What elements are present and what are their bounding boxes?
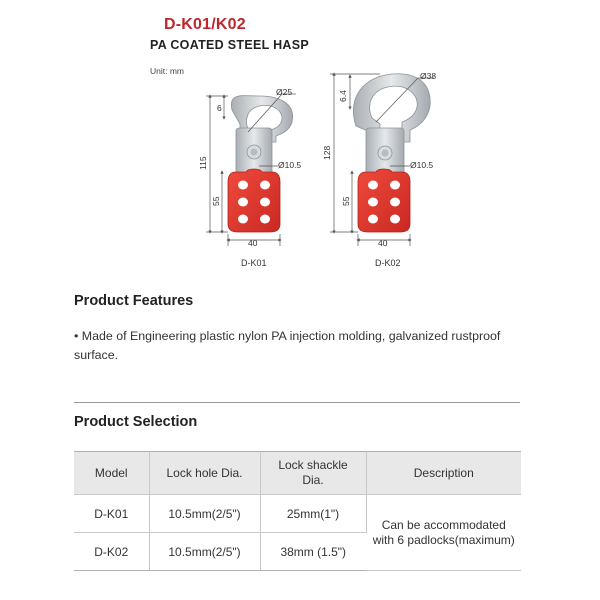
product-name-subtitle: PA COATED STEEL HASP: [150, 38, 310, 52]
cell-lock-hole: 10.5mm(2/5"): [149, 533, 260, 571]
dim-d-k02-body-height: 55: [341, 196, 351, 206]
hasp-d-k01-drawing: [198, 87, 301, 268]
hasp-d-k01-hole: [238, 215, 248, 224]
dim-d-k01-shackle-dia: Ø25: [276, 87, 293, 97]
dim-d-k02-shackle-dia: Ø38: [420, 71, 437, 81]
cell-model: D-K02: [74, 533, 149, 571]
column-header-lock-shackle: Lock shackle Dia.: [260, 452, 366, 495]
product-features-heading: Product Features: [74, 293, 194, 309]
hasp-d-k02-body: [358, 169, 410, 232]
dim-d-k01-total-height: 115: [198, 156, 208, 170]
cell-model: D-K01: [74, 495, 149, 533]
dim-d-k01-width: 40: [248, 238, 258, 248]
hasp-d-k02-hole: [390, 181, 400, 190]
table-row: [74, 495, 521, 533]
dim-d-k02-gap: 6.4: [338, 90, 348, 102]
hasp-d-k01-body: [228, 169, 280, 232]
hasp-d-k02-hole: [390, 198, 400, 207]
column-header-description: Description: [366, 452, 521, 495]
hasp-d-k01-rivet-inner: [251, 149, 258, 156]
hasp-d-k02-hole: [368, 198, 378, 207]
hasp-d-k01-hole: [260, 181, 270, 190]
hasp-d-k01-hole: [238, 198, 248, 207]
feature-item: • Made of Engineering plastic nylon PA injection molding, galvanized rustproof surface.: [74, 329, 501, 362]
product-code-title: D-K01/K02: [164, 16, 246, 33]
hasp-d-k02-drawing: [322, 71, 436, 268]
dim-d-k02-width: 40: [378, 238, 388, 248]
table-header-row: [74, 452, 521, 495]
hasp-d-k01-hole: [260, 215, 270, 224]
hasp-d-k02-hole: [368, 181, 378, 190]
cell-lock-shackle: 25mm(1"): [260, 495, 366, 533]
dim-d-k02-total-height: 128: [322, 145, 332, 160]
hasp-d-k02-hole: [368, 215, 378, 224]
product-selection-table: [74, 451, 521, 571]
cell-lock-hole: 10.5mm(2/5"): [149, 495, 260, 533]
product-selection-heading: Product Selection: [74, 414, 198, 430]
model-label-d-k02: D-K02: [375, 258, 401, 268]
dim-d-k01-gap: 6: [217, 103, 222, 113]
hasp-d-k01-hole: [260, 198, 270, 207]
dim-d-k01-body-height: 55: [211, 196, 221, 206]
hasp-d-k02-hole: [390, 215, 400, 224]
column-header-lock-hole: Lock hole Dia.: [149, 452, 260, 495]
model-label-d-k01: D-K01: [241, 258, 267, 268]
hasp-dimension-diagram: [0, 0, 600, 290]
hasp-d-k01-hole: [238, 181, 248, 190]
unit-note: Unit: mm: [150, 66, 184, 76]
dim-d-k02-hole-dia: Ø10.5: [410, 160, 434, 170]
dim-d-k01-hole-dia: Ø10.5: [278, 160, 302, 170]
section-divider: [74, 402, 520, 403]
hasp-d-k02-rivet-inner: [382, 150, 389, 157]
column-header-model: Model: [74, 452, 149, 495]
cell-description: Can be accommodated with 6 padlocks(maximum): [366, 495, 521, 571]
cell-lock-shackle: 38mm (1.5"): [260, 533, 366, 571]
